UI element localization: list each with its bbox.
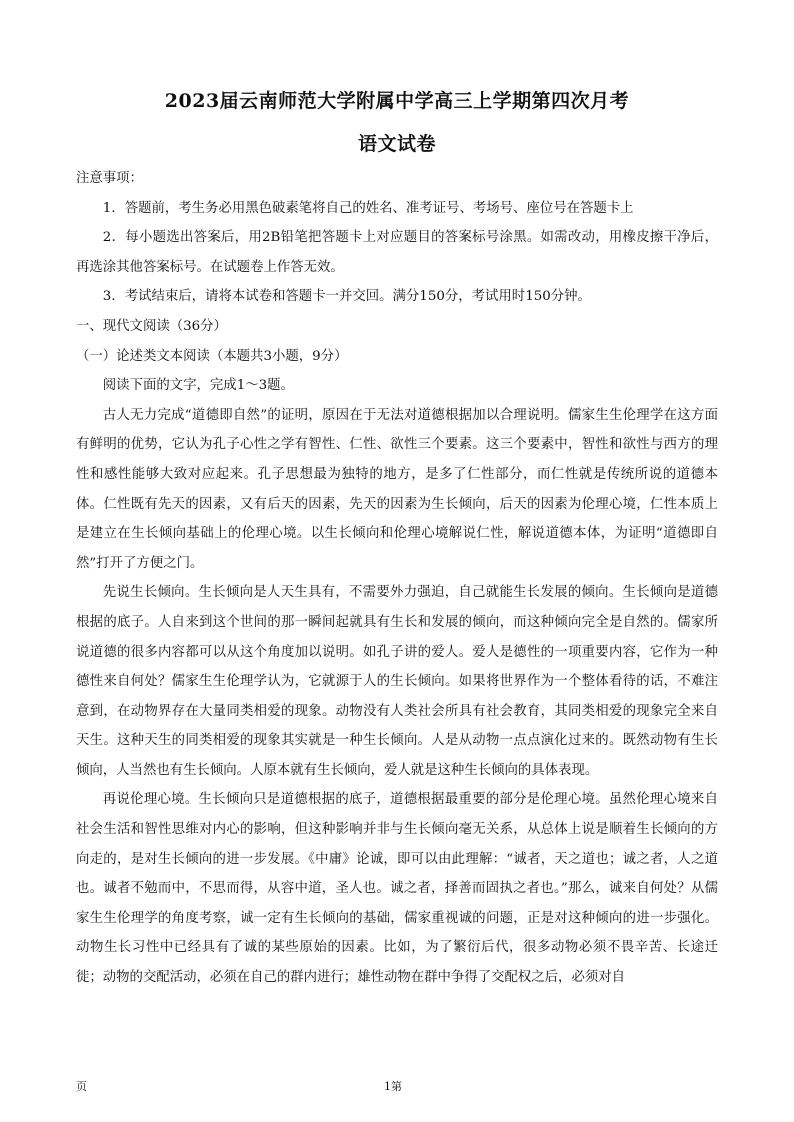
footer-page-number: 1第 (384, 1080, 402, 1093)
passage-paragraph-3: 再说伦理心境。生长倾向只是道德根据的底子，道德根据最重要的部分是伦理心境。虽然伦理心境来自社会生活和智性思维对内心的影响，但这种影响并非与生长倾向毫无关系，从总体上说是顺着生长倾向的方向走的，是对生长倾向的进一步发展。《中庸》论诚，即可以由此理解：“诚者，天之道也；诚之者，人之道也。诚者不勉而中，不思而得，从容中道，圣人也。诚之者，择善而固执之者也。”那么，诚来自何处？从儒家生生伦理学的角度考察，诚一定有生长倾向的基础，儒家重视诚的问题，正是对这种倾向的进一步强化。动物生长习性中已经具有了诚的某些原始的因素。比如，为了繁衍后代，很多动物必须不畏辛苦、长途迁徙；动物的交配活动，必须在自己的群内进行；雄性动物在群中争得了交配权之后，必须对自 (76, 792, 718, 986)
reading-instruction: 阅读下面的文字，完成1～3题。 (102, 378, 294, 394)
notice-item-1: 1．答题前，考生务必用黑色破素笔将自己的姓名、准考证号、考场号、座位号在答题卡上 (102, 200, 634, 216)
passage-paragraph-2: 先说生长倾向。生长倾向是人天生具有，不需要外力强迫，自己就能生长发展的倾向。生长倾向是道德根据的底子。人自来到这个世间的那一瞬间起就具有生长和发展的倾向，而这种倾向完全是自然的。儒家所说道德的很多内容都可以从这个角度加以说明。如孔子讲的爱人。爱人是德性的一项重要内容，它作为一种德性来自何处？儒家生生伦理学认为，它就源于人的生长倾向。如果将世界作为一个整体看待的话，不难注意到，在动物界存在大量同类相爱的现象。动物没有人类社会所具有社会教育，其同类相爱的现象完全来自天生。这种天生的同类相爱的现象其实就是一种生长倾向。人是从动物一点点演化过来的。既然动物有生长倾向，人当然也有生长倾向。人原本就有生长倾向，爱人就是这种生长倾向的具体表现。 (76, 585, 718, 778)
notice-item-2: 2．每小题选出答案后，用2B铅笔把答题卡上对应题目的答案标号涂黑。如需改动，用橡皮擦干净后，再选涂其他答案标号。在试题卷上作答无效。 (76, 230, 718, 275)
notice-item-3: 3．考试结束后，请将本试卷和答题卡一并交回。满分150分，考试用时150分钟。 (102, 289, 591, 305)
exam-subtitle: 语文试卷 (357, 133, 436, 155)
footer-page-label: 页 (76, 1080, 87, 1093)
passage-paragraph-1: 古人无力完成“道德即自然”的证明，原因在于无法对道德根据加以合理说明。儒家生生伦理学在这方面有鲜明的优势，它认为孔子心性之学有智性、仁性、欲性三个要素。这三个要素中，智性和欲性与西方的理性和感性能够大致对应起来。孔子思想最为独特的地方，是多了仁性部分，而仁性就是传统所说的道德本体。仁性既有先天的因素，又有后天的因素，先天的因素为生长倾向，后天的因素为伦理心境，仁性本质上是建立在生长倾向基础上的伦理心境。以生长倾向和伦理心境解说仁性，解说道德本体，为证明“道德即自然”打开了方便之门。 (76, 407, 718, 571)
notice-label: 注意事项： (76, 171, 143, 186)
section-subheading: （一）论述类文本阅读（本题共3小题，9分） (76, 348, 348, 364)
exam-title: 2023届云南师范大学附属中学高三上学期第四次月考 (164, 90, 630, 112)
section-heading: 一、现代文阅读（36分） (76, 318, 227, 334)
exam-body (76, 164, 718, 993)
